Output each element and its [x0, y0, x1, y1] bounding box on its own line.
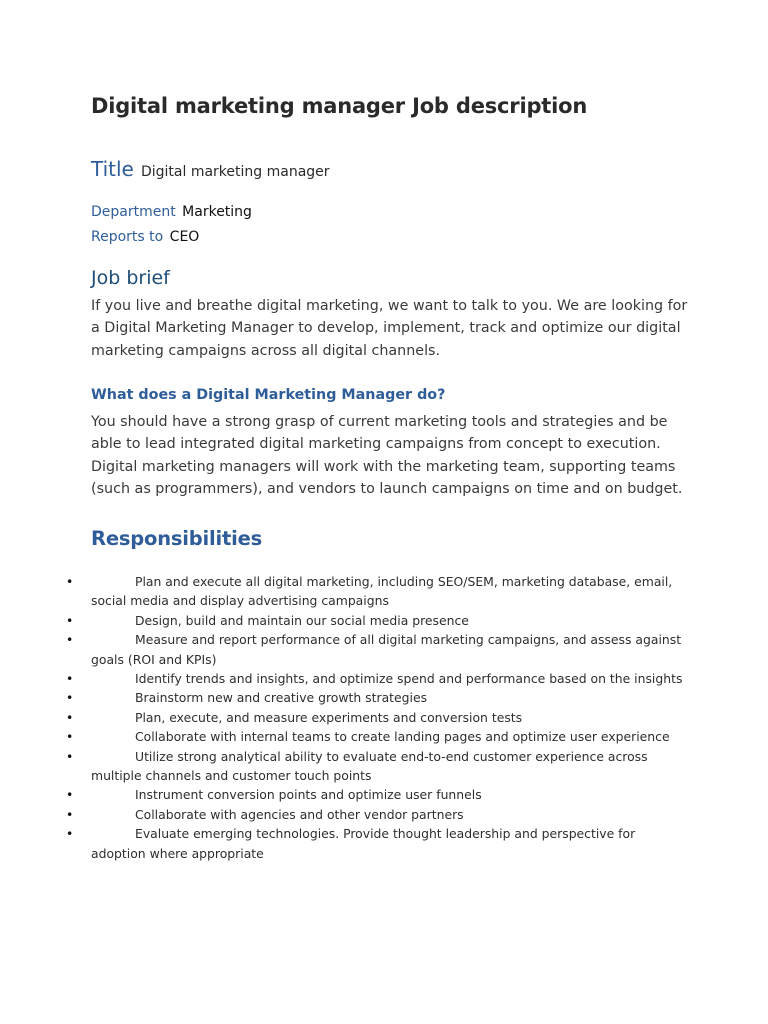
- job-title-label: Title: [91, 157, 134, 181]
- responsibilities-list: [0, 572, 768, 863]
- bullet-icon: •: [66, 748, 74, 764]
- responsibility-text: Instrument conversion points and optimize user funnels: [135, 787, 482, 803]
- responsibility-text: Measure and report performance of all digital marketing campaigns, and assess against goals (ROI and KPIs): [91, 632, 682, 667]
- department-line: [91, 204, 252, 220]
- job-title-line: [91, 157, 330, 181]
- responsibility-item: [0, 747, 768, 786]
- bullet-icon: •: [66, 729, 74, 745]
- role-overview-heading: What does a Digital Marketing Manager do?: [91, 387, 446, 403]
- job-brief-paragraph: If you live and breathe digital marketing, we want to talk to you. We are looking for a Digital Marketing Manager to develop, implement, track and optimize our digital marketing campaigns across all digital channels.: [91, 298, 688, 359]
- responsibility-item: [0, 611, 768, 630]
- responsibility-text: Plan and execute all digital marketing, including SEO/SEM, marketing database, email, social media and display advertising campaigns: [91, 574, 673, 609]
- reports-to-label: Reports to: [91, 229, 164, 245]
- bullet-icon: •: [66, 806, 74, 822]
- responsibility-text: Identify trends and insights, and optimize spend and performance based on the insights: [135, 671, 683, 687]
- bullet-icon: •: [66, 671, 74, 687]
- bullet-icon: •: [66, 709, 74, 725]
- bullet-icon: •: [66, 826, 74, 842]
- responsibility-text: Evaluate emerging technologies. Provide thought leadership and perspective for adoption where appropriate: [91, 826, 636, 861]
- bullet-icon: •: [66, 690, 74, 706]
- responsibility-item: [0, 727, 768, 746]
- responsibility-item: [0, 805, 768, 824]
- job-title-value: Digital marketing manager: [140, 164, 330, 180]
- responsibility-item: [0, 572, 768, 611]
- responsibility-text: Utilize strong analytical ability to evaluate end-to-end customer experience across multiple channels and customer touch points: [91, 748, 648, 784]
- responsibility-item: [0, 688, 768, 707]
- reports-to-line: [91, 229, 199, 245]
- department-value: Marketing: [182, 204, 252, 220]
- department-label: Department: [91, 204, 176, 220]
- responsibility-item: [0, 824, 768, 863]
- bullet-icon: •: [66, 612, 74, 628]
- responsibility-text: Collaborate with agencies and other vendor partners: [135, 806, 464, 822]
- responsibility-text: Brainstorm new and creative growth strategies: [135, 690, 428, 706]
- bullet-icon: •: [66, 787, 74, 803]
- bullet-icon: •: [66, 632, 74, 648]
- responsibility-item: [0, 785, 768, 804]
- document-heading: Digital marketing manager Job description: [91, 94, 588, 118]
- bullet-icon: •: [66, 574, 74, 589]
- responsibility-item: [0, 630, 768, 669]
- responsibility-text: Design, build and maintain our social media presence: [135, 612, 469, 628]
- reports-to-value: CEO: [169, 229, 200, 245]
- responsibility-text: Collaborate with internal teams to create landing pages and optimize user experience: [135, 729, 670, 745]
- responsibility-text: Plan, execute, and measure experiments and conversion tests: [135, 709, 523, 725]
- responsibility-item: [0, 708, 768, 727]
- responsibilities-heading: Responsibilities: [91, 527, 263, 550]
- role-overview-paragraph: You should have a strong grasp of current marketing tools and strategies and be able to lead integrated digital marketing campaigns from concept to execution. Digital marketing managers will work with the marketing team, supporting teams (such as programmers), and vendors to launch campaigns on time and on budget.: [91, 414, 683, 497]
- responsibility-item: [0, 669, 768, 688]
- job-brief-heading: Job brief: [91, 267, 170, 289]
